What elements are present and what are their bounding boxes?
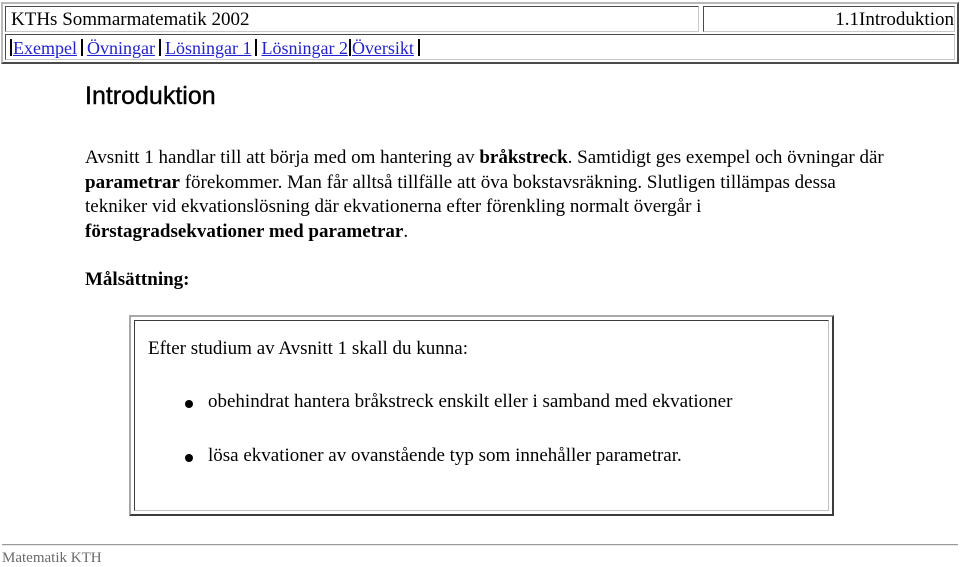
nav-link-losningar-2[interactable]: Lösningar 2 bbox=[261, 38, 348, 58]
nav-link-losningar-1[interactable]: Lösningar 1 bbox=[164, 38, 252, 58]
site-title: KTHs Sommarmatematik 2002 bbox=[11, 9, 250, 30]
goal-lead: Efter studium av Avsnitt 1 skall du kunna: bbox=[148, 338, 468, 359]
nav-link-ovningar[interactable]: Övningar bbox=[86, 38, 155, 58]
bullet-icon bbox=[185, 400, 193, 408]
header-title-cell bbox=[5, 6, 699, 32]
intro-text: . bbox=[403, 220, 409, 242]
nav-bar bbox=[5, 34, 955, 60]
nav-separator bbox=[10, 39, 12, 56]
nav-links bbox=[10, 37, 424, 59]
intro-paragraph bbox=[85, 146, 885, 244]
intro-keyword-brakstreck: bråkstreck bbox=[479, 147, 568, 168]
header-section-cell bbox=[703, 6, 955, 32]
list-item-text: obehindrat hantera bråkstreck enskilt eller i samband med ekvationer bbox=[208, 391, 733, 412]
nav-link-oversikt[interactable]: Översikt bbox=[351, 38, 414, 58]
section-label: 1.1Introduktion bbox=[835, 9, 954, 30]
bullet-icon bbox=[185, 454, 193, 462]
nav-separator bbox=[418, 39, 420, 56]
intro-text: förekommer. Man får alltså tillfälle att öva bokstavsräkning. Slutligen tillämpas dessa tekniker vid ekvationslösning där ekvationerna efter förenkling normalt övergår i bbox=[85, 171, 836, 217]
intro-keyword-parametrar: parametrar bbox=[85, 171, 180, 193]
nav-separator bbox=[255, 39, 257, 56]
header-table bbox=[1, 2, 959, 64]
goal-heading: Målsättning: bbox=[85, 269, 190, 290]
intro-text: . Samtidigt ges exempel och övningar där bbox=[567, 147, 884, 168]
nav-separator bbox=[81, 39, 83, 56]
intro-keyword-forstagradsekvationer: förstagradsekvationer med parametrar bbox=[85, 220, 404, 242]
footer-divider bbox=[2, 544, 958, 546]
nav-separator bbox=[159, 39, 161, 56]
nav-separator bbox=[349, 39, 351, 56]
intro-text: Avsnitt 1 handlar till att börja med om hantering av bbox=[85, 147, 480, 168]
footer-text: Matematik KTH bbox=[2, 550, 102, 566]
page-title: Introduktion bbox=[85, 82, 216, 110]
list-item-text: lösa ekvationer av ovanstående typ som innehåller parametrar. bbox=[208, 445, 682, 466]
nav-link-exempel[interactable]: Exempel bbox=[13, 38, 77, 58]
